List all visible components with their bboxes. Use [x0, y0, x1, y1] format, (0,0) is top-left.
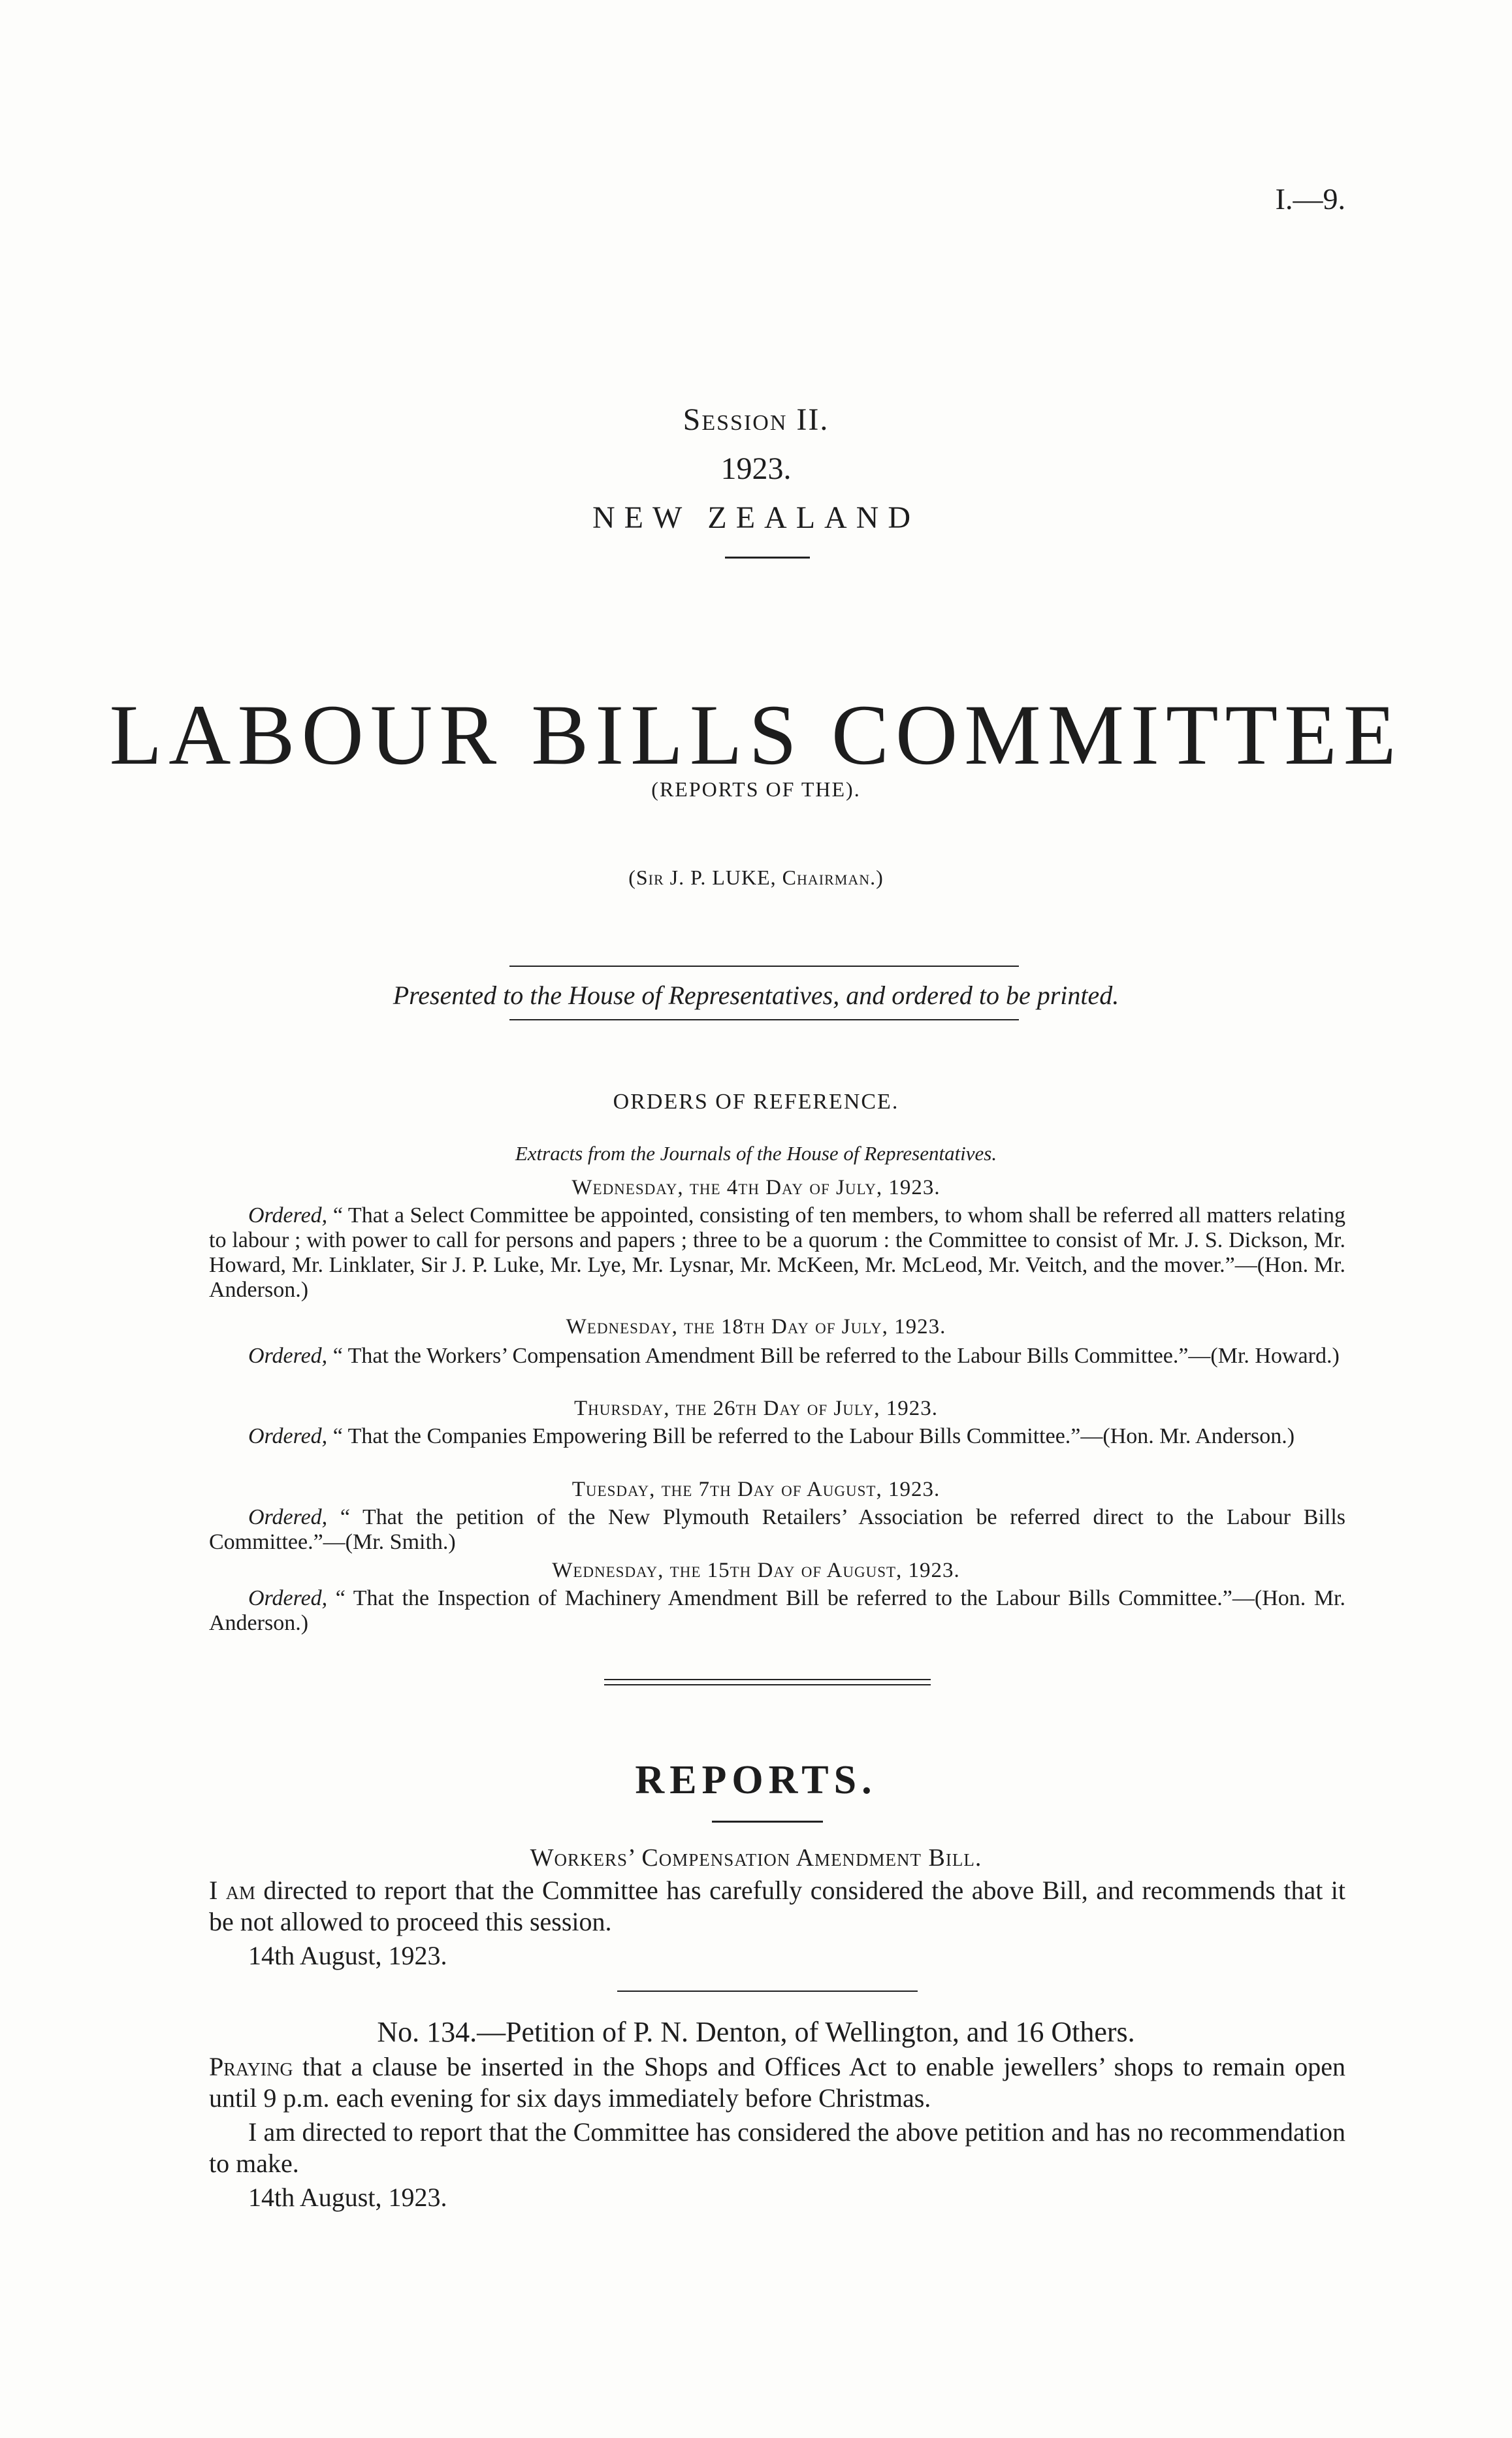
order-body: “ That the Workers’ Compensation Amendment Bill be referred to the Labour Bills Committee.”—(Mr. Howard.) — [332, 1344, 1340, 1368]
order-body: “ That a Select Committee be appointed, consisting of ten members, to whom shall be referred all matters relating to labour ; with power to call for persons and papers ; three to be a quorum : the Committee to consist of Mr. J. S. Dickson, Mr. Howard, Mr. Linklater, Sir J. P. Luke, Mr. Lye, Mr. Lysnar, Mr. McKeen, Mr. McLeod, Mr. Veitch, and the mover.”—(Hon. Mr. Anderson.) — [209, 1203, 1346, 1302]
reports-rule — [712, 1821, 823, 1823]
order-date-5: Wednesday, the 15th Day of August, 1923. — [552, 1559, 960, 1582]
country-label: NEW ZEALAND — [592, 500, 920, 535]
order-date-3: Thursday, the 26th Day of July, 1923. — [574, 1397, 938, 1420]
report1-body — [209, 1875, 1345, 1938]
chairman-line: (Sir J. P. LUKE, Chairman.) — [628, 866, 884, 889]
order-text-4 — [209, 1505, 1345, 1555]
order-body: “ That the petition of the New Plymouth Retailers’ Association be referred direct to the Labour Bills Committee.”—(Mr. Smith.) — [209, 1505, 1346, 1554]
report2-title: No. 134.—Petition of P. N. Denton, of Wellington, and 16 Others. — [377, 2016, 1135, 2048]
country-rule — [725, 557, 810, 559]
presented-line: Presented to the House of Representatives, and ordered to be printed. — [393, 981, 1119, 1010]
order-text-2 — [209, 1344, 1345, 1369]
session-label: Session II. — [683, 402, 829, 437]
report-divider — [617, 1991, 918, 1992]
ordered-label: Ordered, — [248, 1203, 328, 1227]
order-date-2: Wednesday, the 18th Day of July, 1923. — [566, 1315, 946, 1339]
report1-lead: I am — [209, 1876, 255, 1905]
reports-heading: REPORTS. — [635, 1758, 877, 1802]
order-text-1 — [209, 1203, 1345, 1303]
order-date-1: Wednesday, the 4th Day of July, 1923. — [571, 1176, 941, 1199]
presented-rule-bottom — [509, 1019, 1019, 1020]
order-text-3 — [209, 1424, 1345, 1449]
order-body: “ That the Inspection of Machinery Amendment Bill be referred to the Labour Bills Committee.”—(Hon. Mr. Anderson.) — [209, 1586, 1345, 1635]
ordered-label: Ordered, — [248, 1344, 328, 1368]
report1-date: 14th August, 1923. — [248, 1941, 447, 1970]
order-text-5 — [209, 1586, 1345, 1636]
section-double-rule-bottom — [604, 1684, 931, 1685]
report2-lead: Praying — [209, 2052, 293, 2081]
order-body: “ That the Companies Empowering Bill be referred to the Labour Bills Committee.”—(Hon. Mr. Anderson.) — [332, 1424, 1295, 1448]
year-label: 1923. — [720, 451, 792, 486]
report2-body-2: I am directed to report that the Committee has considered the above petition and has no recommendation to make. — [209, 2117, 1345, 2178]
page-reference: I.—9. — [1275, 182, 1345, 216]
report1-title: Workers’ Compensation Amendment Bill. — [530, 1844, 982, 1872]
ordered-label: Ordered, — [248, 1505, 328, 1529]
order-date-4: Tuesday, the 7th Day of August, 1923. — [571, 1478, 941, 1501]
page-subtitle: (REPORTS OF THE). — [651, 777, 861, 801]
ordered-label: Ordered, — [248, 1424, 328, 1448]
page-title: LABOUR BILLS COMMITTEE — [109, 687, 1403, 783]
presented-rule-top — [509, 966, 1019, 967]
orders-heading: ORDERS OF REFERENCE. — [613, 1090, 899, 1114]
report2-date: 14th August, 1923. — [248, 2183, 447, 2212]
report2-text: that a clause be inserted in the Shops and Offices Act to enable jewellers’ shops to remain open until 9 p.m. each evening for six days immediately before Christmas. — [209, 2052, 1346, 2113]
orders-extracts-line: Extracts from the Journals of the House of Representatives. — [515, 1142, 997, 1165]
section-double-rule-top — [604, 1679, 931, 1680]
ordered-label: Ordered, — [248, 1586, 328, 1610]
report1-text: directed to report that the Committee has carefully considered the above Bill, and recommends that it be not allowed to proceed this session. — [209, 1876, 1346, 1936]
report2-body — [209, 2051, 1345, 2114]
